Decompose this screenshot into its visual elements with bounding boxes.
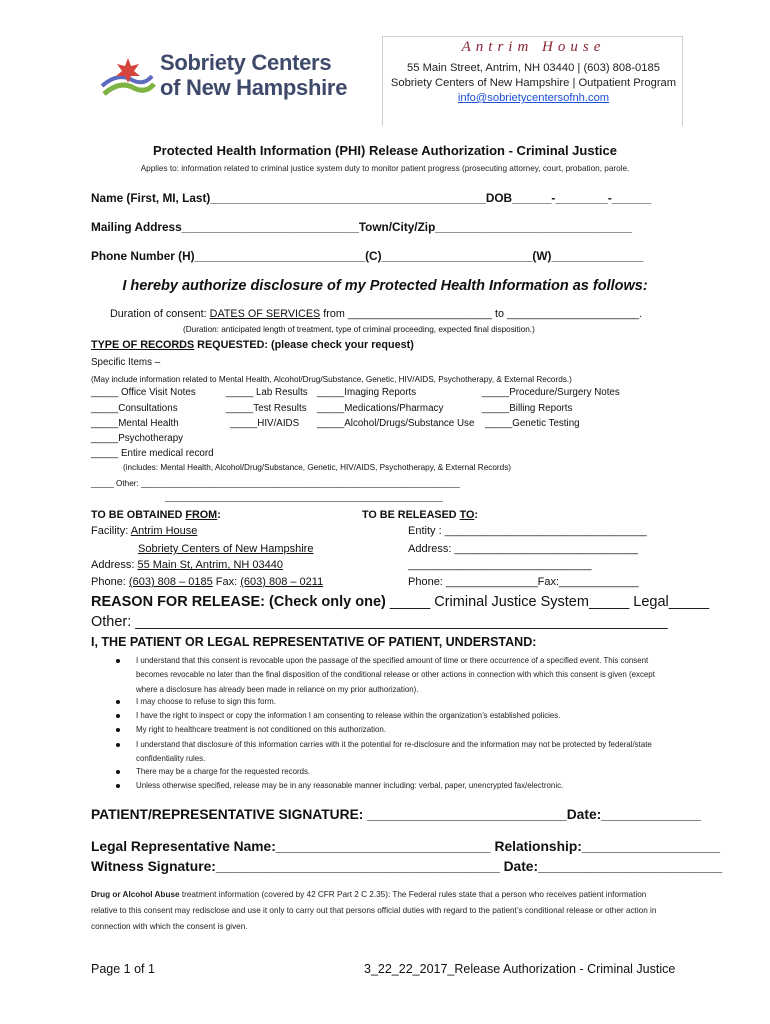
- logo-line-2: of New Hampshire: [160, 75, 348, 100]
- understand-bullet: Unless otherwise specified, release may be in any reasonable manner including: verbal, paper, unencrypted fax/electronic.: [136, 779, 671, 793]
- facility-row: [91, 525, 197, 537]
- duration-blanks: from ________________________ to ______________________.: [320, 308, 643, 320]
- entire-record-option[interactable]: _____ Entire medical record: [91, 448, 214, 459]
- email-link[interactable]: info@sobrietycentersofnh.com: [457, 92, 610, 104]
- facility-name: Antrim House: [461, 39, 606, 55]
- phone-number-field[interactable]: Phone Number (H)__________________________(C)_______________________(W)______________: [91, 249, 644, 263]
- witness-signature-field[interactable]: Witness Signature:_____________________________________ Date:________________________: [91, 859, 723, 874]
- record-option[interactable]: _____ Office Visit Notes: [91, 387, 196, 398]
- released-phone-fax-field[interactable]: Phone: _______________Fax:_____________: [408, 576, 639, 588]
- other-record-line-2[interactable]: _____________________________________________________________: [165, 493, 443, 502]
- understand-bullet: There may be a charge for the requested records.: [136, 765, 671, 779]
- record-option[interactable]: _____Alcohol/Drugs/Substance Use: [317, 418, 475, 429]
- may-include-note: (May include information related to Mental Health, Alcohol/Drug/Substance, Genetic, HIV/AIDS, Psychotherapy, & External Records.): [91, 375, 572, 384]
- entity-field[interactable]: Entity : _________________________________: [408, 525, 647, 537]
- record-option[interactable]: _____HIV/AIDS: [230, 418, 300, 429]
- obtained-from-heading: TO BE OBTAINED FROM:: [91, 509, 221, 521]
- released-address-field-2[interactable]: ______________________________: [408, 559, 592, 571]
- fax-value: (603) 808 – 0211: [240, 576, 324, 588]
- records-heading-rest: REQUESTED: (please check your request): [194, 339, 414, 351]
- record-option[interactable]: _____Procedure/Surgery Notes: [482, 387, 620, 398]
- record-option[interactable]: _____Mental Health: [91, 418, 179, 429]
- released-to-underlined: TO: [459, 509, 475, 521]
- organization-logo: [100, 50, 350, 104]
- other-record-option[interactable]: _____ Other: ______________________________________________________________________: [91, 479, 460, 488]
- record-option[interactable]: _____Genetic Testing: [485, 418, 580, 429]
- understand-bullet: I understand that this consent is revocable upon the passage of the specified amount of time or there occurrence of a specified event. This consent becomes revocable no later than the final disposition of the conditional release or other actions in connection with which this consent is given (except where a disclosure has already been made in reliance on my prior authorization).: [136, 654, 671, 697]
- reason-row[interactable]: [91, 594, 709, 610]
- understand-bullet: I may choose to refuse to sign this form.: [136, 695, 671, 709]
- drug-alcohol-footnote: [91, 887, 671, 935]
- logo-mark-icon: [100, 50, 156, 104]
- duration-line[interactable]: [110, 308, 642, 320]
- name-dob-field[interactable]: Name (First, MI, Last)__________________________________________DOB______-________-______: [91, 191, 652, 205]
- record-option[interactable]: _____ Lab Results: [226, 387, 308, 398]
- facility-header: [382, 36, 683, 126]
- record-option[interactable]: _____Psychotherapy: [91, 433, 184, 444]
- facility-address: 55 Main Street, Antrim, NH 03440 | (603) 808-0185: [407, 62, 660, 74]
- address-label: Address:: [91, 559, 138, 571]
- record-option[interactable]: _____Medications/Pharmacy: [317, 403, 444, 414]
- fax-label: Fax:: [212, 576, 241, 588]
- footnote-text: treatment information (covered by 42 CFR Part 2 C 2.35): The Federal rules state that a person who receives patient information relative to this consent may redisclose and use it only to carry out that persons official duties with regard to the patient’s conditional release or other action in connection with which the consent is given.: [91, 890, 657, 931]
- facility-value: Antrim House: [130, 525, 198, 537]
- understand-heading: I, THE PATIENT OR LEGAL REPRESENTATIVE OF PATIENT, UNDERSTAND:: [91, 635, 537, 649]
- obtained-phone-row: [91, 576, 323, 588]
- reason-options[interactable]: _____ Criminal Justice System_____ Legal_____: [385, 594, 710, 610]
- dates-of-services-label: DATES OF SERVICES: [209, 308, 321, 320]
- released-to-heading: TO BE RELEASED TO:: [362, 509, 479, 521]
- entire-record-includes: (includes: Mental Health, Alcohol/Drug/Substance, Genetic, HIV/AIDS, Psychotherapy, & External Records): [123, 463, 512, 472]
- understand-bullet: My right to healthcare treatment is not conditioned on this authorization.: [136, 723, 671, 737]
- understand-bullet: I have the right to inspect or copy the information I am consenting to release within the organization’s established policies.: [136, 709, 671, 723]
- specific-items-label: Specific Items –: [91, 357, 161, 368]
- logo-line-1: Sobriety Centers: [160, 50, 332, 75]
- address-value: 55 Main St, Antrim, NH 03440: [137, 559, 283, 571]
- records-heading-underlined: TYPE OF RECORDS: [91, 339, 195, 351]
- records-heading: [91, 339, 414, 351]
- reason-label: REASON FOR RELEASE: (Check only one): [91, 594, 386, 610]
- understand-bullet: I understand that disclosure of this information carries with it the potential for re-disclosure and the information may not be protected by federal/state confidentiality rules.: [136, 738, 671, 767]
- phone-value: (603) 808 – 0185: [128, 576, 213, 588]
- footnote-bold-label: Drug or Alcohol Abuse: [91, 890, 180, 899]
- patient-signature-field[interactable]: PATIENT/REPRESENTATIVE SIGNATURE: __________________________Date:_____________: [91, 807, 701, 822]
- authorize-heading: I hereby authorize disclosure of my Protected Health Information as follows:: [122, 278, 648, 294]
- record-option[interactable]: _____Imaging Reports: [317, 387, 417, 398]
- facility-value-2: Sobriety Centers of New Hampshire: [138, 543, 314, 555]
- facility-program: Sobriety Centers of New Hampshire | Outpatient Program: [390, 77, 677, 89]
- released-address-field[interactable]: Address: ______________________________: [408, 543, 638, 555]
- record-option[interactable]: _____Billing Reports: [482, 403, 573, 414]
- reason-other-field[interactable]: Other: __________________________________________________________________: [91, 614, 668, 630]
- document-name: 3_22_22_2017_Release Authorization - Criminal Justice: [364, 962, 676, 976]
- record-option[interactable]: _____Consultations: [91, 403, 178, 414]
- obtained-address-row: [91, 559, 283, 571]
- duration-label: Duration of consent:: [110, 308, 210, 320]
- released-to-label: TO BE RELEASED: [362, 509, 460, 521]
- obtained-from-underlined: FROM: [185, 509, 218, 521]
- mailing-address-field[interactable]: Mailing Address___________________________Town/City/Zip______________________________: [91, 220, 633, 234]
- legal-representative-field[interactable]: Legal Representative Name:____________________________ Relationship:__________________: [91, 839, 720, 854]
- form-title: Protected Health Information (PHI) Release Authorization - Criminal Justice: [153, 143, 617, 158]
- applies-to-text: Applies to: information related to criminal justice system duty to monitor patient progress (prosecuting attorney, court, probation, parole.: [140, 164, 630, 173]
- obtained-from-label: TO BE OBTAINED: [91, 509, 186, 521]
- record-option[interactable]: _____Test Results: [226, 403, 307, 414]
- facility-label: Facility:: [91, 525, 131, 537]
- duration-note: (Duration: anticipated length of treatment, type of criminal proceeding, expected final disposition.): [183, 325, 535, 334]
- phone-label: Phone:: [91, 576, 129, 588]
- page-number: Page 1 of 1: [91, 962, 155, 976]
